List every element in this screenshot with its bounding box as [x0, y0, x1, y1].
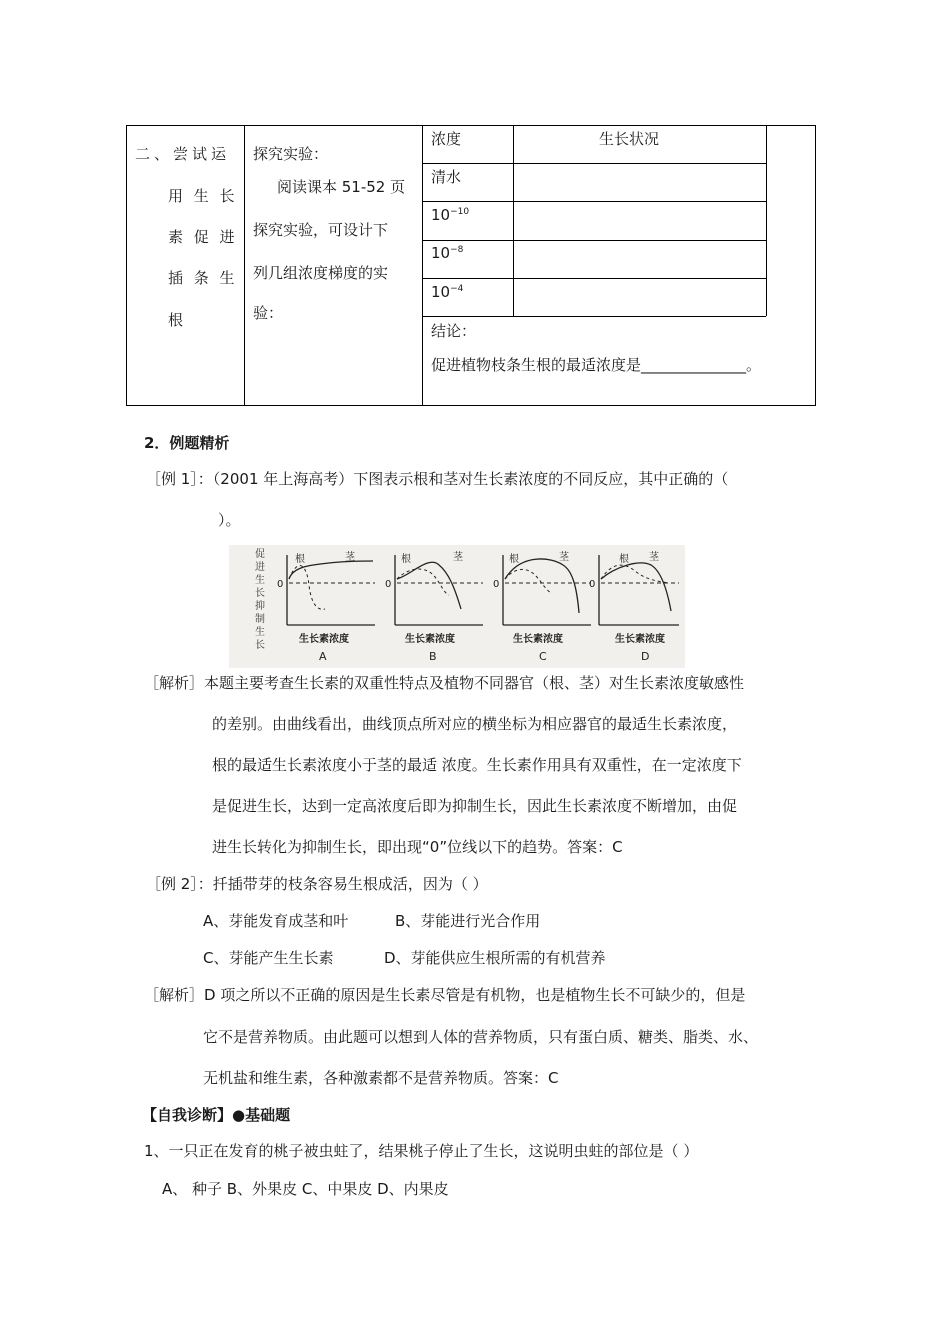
example2-option-b: B、芽能进行光合作用: [395, 912, 541, 930]
xlabel-c: 生长素浓度: [513, 634, 563, 645]
example2-option-a: A、芽能发育成茎和叶: [203, 912, 349, 930]
panel-d: [599, 555, 679, 625]
section-title-line-5: 根: [168, 311, 184, 329]
section-title-line-4: 插 条 生: [168, 269, 238, 287]
ylabel-char: 生: [255, 575, 265, 586]
experiment-line-2: 阅读课本 51-52 页: [277, 178, 406, 196]
panel-letter-b: B: [429, 650, 437, 663]
growth-curves-svg: [229, 545, 685, 668]
zero-label-d: 0: [589, 579, 596, 590]
analysis1-line-1: ［解析］本题主要考查生长素的双重性特点及植物不同器官（根、茎）对生长素浓度敏感性: [144, 674, 745, 692]
section-title-line-3: 素 促 进: [168, 228, 238, 246]
panel-c: [503, 555, 591, 625]
analysis2-line-2: 它不是营养物质。由此题可以想到人体的营养物质，只有蛋白质、糖类、脂类、水、: [203, 1028, 759, 1046]
analysis1-line-2: 的差别。由曲线看出，曲线顶点所对应的横坐标为相应器官的最适生长素浓度，: [212, 715, 738, 733]
analysis1-line-5: 进生长转化为抑制生长，即出现“0”位线以下的趋势。答案：C: [212, 838, 623, 856]
example1-question: ［例 1］：（2001 年上海高考）下图表示根和茎对生长素浓度的不同反应，其中正确的（: [146, 470, 729, 488]
panel-a: [287, 555, 375, 625]
section2-title: 2．例题精析: [144, 434, 230, 452]
header-growth-status: 生长状况: [599, 130, 660, 148]
root-label-a: 根: [295, 554, 305, 565]
analysis2-line-1: ［解析］D 项之所以不正确的原因是生长素尽管是有机物，也是植物生长不可缺少的，但是: [144, 986, 746, 1004]
root-label-d: 根: [619, 554, 629, 565]
xlabel-a: 生长素浓度: [299, 634, 349, 645]
row-conc-1: $10^{-10}$: [431, 206, 470, 224]
self-diagnosis-heading: 【自我诊断】●基础题: [142, 1106, 291, 1124]
zero-label-b: 0: [385, 579, 392, 590]
analysis1-line-3: 根的最适生长素浓度小于茎的最适 浓度。生长素作用具有双重性，在一定浓度下: [212, 756, 742, 774]
experiment-label: 探究实验：: [253, 145, 329, 163]
stem-label-b: 茎: [453, 552, 463, 563]
panel-letter-c: C: [539, 650, 547, 663]
stem-label-d: 茎: [649, 552, 659, 563]
header-concentration: 浓度: [431, 130, 462, 148]
example2-option-c: C、芽能产生生长素: [203, 949, 334, 967]
experiment-line-4: 列几组浓度梯度的实: [253, 264, 389, 282]
zero-label-c: 0: [493, 579, 500, 590]
analysis2-line-3: 无机盐和维生素，各种激素都不是营养物质。答案：C: [203, 1069, 559, 1087]
section-title-line-1: 二、尝试运: [135, 145, 231, 163]
experiment-line-3: 探究实验，可设计下: [253, 221, 389, 239]
analysis1-line-4: 是促进生长，达到一定高浓度后即为抑制生长，因此生长素浓度不断增加，由促: [212, 797, 738, 815]
stem-label-c: 茎: [559, 552, 569, 563]
experiment-line-5: 验：: [253, 304, 284, 322]
xlabel-d: 生长素浓度: [615, 634, 665, 645]
conclusion-label: 结论：: [431, 322, 477, 340]
ylabel-char: 促: [255, 549, 265, 560]
example2-option-d: D、芽能供应生根所需的有机营养: [384, 949, 606, 967]
ylabel-char: 抑: [255, 601, 265, 612]
ylabel-char: 进: [255, 562, 265, 573]
row-water: 清水: [431, 168, 462, 186]
example1-question-end: ）。: [218, 511, 241, 529]
self-diagnosis-question-1: 1、一只正在发育的桃子被虫蛀了，结果桃子停止了生长，这说明虫蛀的部位是（ ）: [144, 1142, 699, 1160]
panel-letter-a: A: [319, 650, 327, 663]
stem-label-a: 茎: [345, 552, 355, 563]
ylabel-char: 长: [255, 640, 265, 651]
root-label-c: 根: [509, 554, 519, 565]
ylabel-char: 生: [255, 627, 265, 638]
xlabel-b: 生长素浓度: [405, 634, 455, 645]
self-diagnosis-question-1-options: A、 种子 B、外果皮 C、中果皮 D、内果皮: [162, 1180, 449, 1198]
row-conc-3: $10^{-4}$: [431, 283, 464, 301]
section-title-line-2: 用 生 长: [168, 187, 238, 205]
conclusion-text: 促进植物枝条生根的最适浓度是______________。: [431, 356, 762, 374]
panel-b: [395, 555, 483, 625]
row-conc-2: $10^{-8}$: [431, 244, 464, 262]
panel-letter-d: D: [641, 650, 650, 663]
ylabel-char: 制: [255, 614, 265, 625]
growth-curves-figure: [229, 545, 685, 668]
example2-question: ［例 2］：扦插带芽的枝条容易生根成活，因为（ ）: [146, 875, 488, 893]
ylabel-char: 长: [255, 588, 265, 599]
zero-label-a: 0: [277, 579, 284, 590]
root-label-b: 根: [401, 554, 411, 565]
